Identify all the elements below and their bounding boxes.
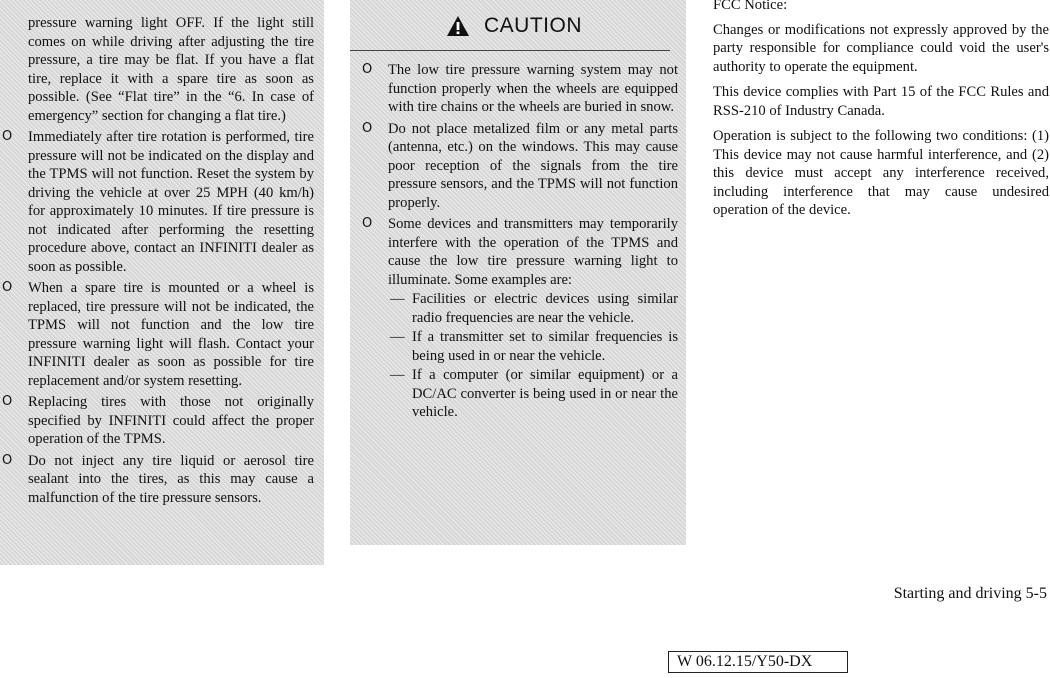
dash-marker: — (390, 367, 405, 383)
bullet-marker: O (2, 280, 13, 295)
fcc-title: FCC Notice: (713, 0, 788, 13)
bullet-marker: O (2, 394, 13, 409)
bullet-marker: O (362, 120, 373, 136)
caution-header (350, 8, 678, 44)
bullet-text: Do not inject any tire liquid or aerosol tire sealant into the tires, as this may cause a malfunction of the tire pressure sensors. (28, 452, 314, 506)
caution-box (350, 0, 686, 545)
bullet-text: The low tire pressure warning system may not function properly when the wheels are equipped with tire chains or the wheels are buried in snow. (388, 62, 678, 115)
page-label: Starting and driving 5-5 (893, 585, 1047, 602)
sub-list-item (350, 366, 678, 422)
list-item (350, 120, 678, 213)
list-item (0, 128, 314, 276)
fcc-notice-column (713, 0, 1049, 227)
bullet-text: Some devices and transmitters may temporarily interfere with the operation of the TPMS and cause the low tire pressure warning light to illuminate. Some examples are: (388, 216, 678, 288)
bullet-marker: O (362, 216, 373, 231)
fcc-paragraph: Changes or modifications not expressly approved by the party responsible for compliance could void the user's authority to operate the equipment. (713, 21, 1049, 75)
bullet-marker: O (2, 129, 13, 144)
warning-triangle-icon (446, 15, 470, 37)
fcc-paragraph: Operation is subject to the following two conditions: (1) This device may not cause harmful interference, and (2) this device must accept any interference received, including interference that may cause undesired operation of the device. (713, 128, 1049, 218)
list-item (0, 452, 314, 508)
bullet-marker: O (362, 62, 373, 77)
caution-divider (350, 50, 670, 51)
sub-list-item (350, 290, 678, 327)
bullet-text: Immediately after tire rotation is performed, tire pressure will not be indicated on the display and the TPMS will not function. Reset the system by driving the vehicle at over 25 MPH (40 km/h) for approximately 10 minutes. If tire pressure is not indicated after performing the resetting procedure above, contact an INFINITI dealer as soon as possible. (28, 129, 314, 275)
sub-item-text: Facilities or electric devices using similar radio frequencies are near the vehicle. (412, 291, 678, 326)
list-item (0, 279, 314, 390)
sub-item-text: If a transmitter set to similar frequencies is being used in or near the vehicle. (412, 329, 678, 364)
sub-item-text: If a computer (or similar equipment) or a DC/AC converter is being used in or near the vehicle. (412, 367, 678, 420)
fcc-paragraph: This device complies with Part 15 of the FCC Rules and RSS-210 of Industry Canada. (713, 84, 1049, 119)
bullet-marker: O (2, 452, 13, 468)
sub-list-item (350, 328, 678, 365)
list-item (350, 61, 678, 117)
bullet-text: Do not place metalized film or any metal parts (antenna, etc.) on the windows. This may cause poor reception of the signals from the tire pressure sensors, and the TPMS will not function properly. (388, 120, 678, 211)
list-item (0, 393, 314, 449)
caution-title: CAUTION (484, 14, 582, 37)
bullet-text: Replacing tires with those not originally specified by INFINITI could affect the proper operation of the TPMS. (28, 394, 314, 447)
dash-marker: — (390, 329, 405, 345)
document-code-box: W 06.12.15/Y50-DX (668, 651, 848, 673)
bullet-text: When a spare tire is mounted or a wheel is replaced, tire pressure will not be indicated, the TPMS will not function and the low tire pressure warning light will flash. Contact your INFINITI dealer as soon as possible for tire replacement and/or system resetting. (28, 280, 314, 389)
left-column-shaded (0, 0, 324, 565)
list-item (350, 215, 678, 289)
left-lead-paragraph: pressure warning light OFF. If the light still comes on while driving after adjusting the tire pressure, a tire may be flat. If you have a flat tire, replace it with a spare tire as soon as possible. (See “Flat tire” in the “6. In case of emergency” section for changing a flat tire.) (28, 15, 314, 124)
dash-marker: — (390, 291, 405, 307)
